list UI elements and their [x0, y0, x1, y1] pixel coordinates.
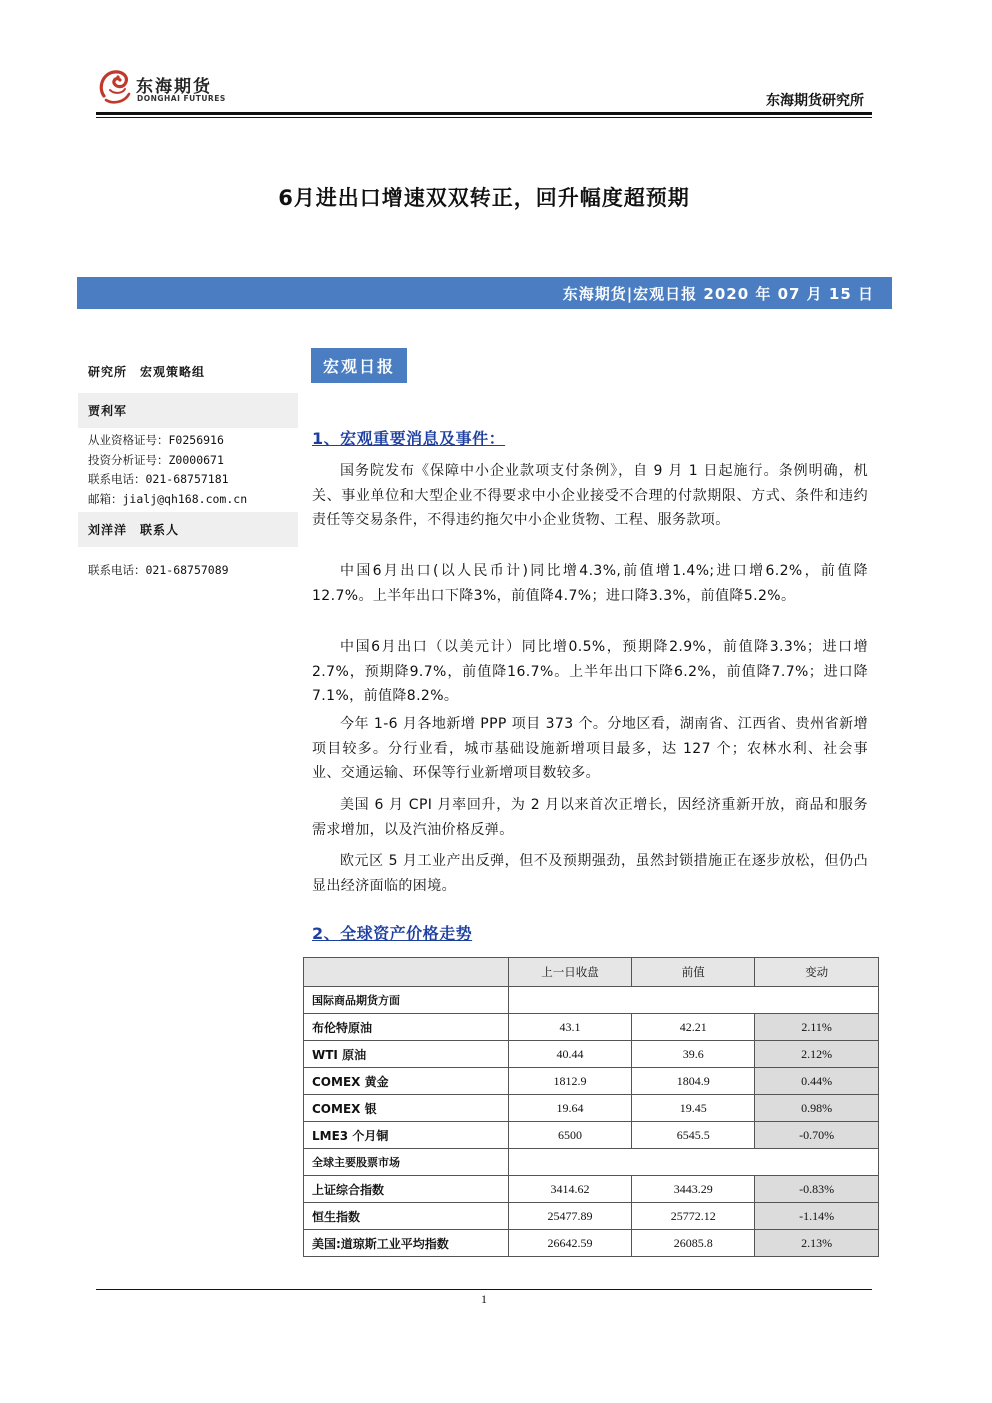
asset-price-table — [303, 957, 879, 1257]
prev-value: 26085.8 — [632, 1230, 755, 1257]
header-rule — [96, 112, 872, 115]
asset-name: 恒生指数 — [304, 1203, 509, 1230]
change-value: 2.11% — [755, 1014, 879, 1041]
news-paragraph: 美国 6 月 CPI 月率回升，为 2 月以来首次正增长，因经济重新开放，商品和服务需求增加，以及汽油价格反弹。 — [312, 797, 868, 838]
table-row — [304, 1095, 879, 1122]
document-title: 6月进出口增速双双转正，回升幅度超预期 — [278, 186, 690, 210]
table-row — [304, 1068, 879, 1095]
header-rule-thin — [96, 117, 872, 118]
close-value: 43.1 — [508, 1014, 632, 1041]
prev-value: 6545.5 — [632, 1122, 755, 1149]
table-row — [304, 1122, 879, 1149]
close-value: 25477.89 — [508, 1203, 632, 1230]
table-header-empty — [304, 958, 509, 987]
close-value: 3414.62 — [508, 1176, 632, 1203]
sidebar-team — [78, 354, 298, 389]
change-value: -0.83% — [755, 1176, 879, 1203]
change-value: -1.14% — [755, 1203, 879, 1230]
change-value: 0.44% — [755, 1068, 879, 1095]
team-name: 研究所 宏观策略组 — [88, 365, 206, 379]
analyst-1-email[interactable]: 邮箱：jialj@qh168.com.cn — [88, 491, 248, 506]
report-date-text: 东海期货|宏观日报 2020 年 07 月 15 日 — [562, 285, 874, 303]
table-group-row — [304, 1149, 879, 1176]
table-row — [304, 1230, 879, 1257]
analyst-1-phone: 联系电话：021-68757181 — [88, 472, 229, 486]
group-spacer — [508, 1149, 878, 1176]
table-row — [304, 1203, 879, 1230]
news-paragraph: 中国6月出口（以美元计）同比增0.5%，预期降2.9%，前值降3.3%；进口增2.7%，预期降9.7%，前值降16.7%。上半年出口下降6.2%，前值降7.7%；进口降7.1%，前值降8.2%。 — [312, 639, 868, 704]
close-value: 1812.9 — [508, 1068, 632, 1095]
report-date-bar — [77, 277, 892, 309]
prev-value: 1804.9 — [632, 1068, 755, 1095]
asset-name: 布伦特原油 — [304, 1014, 509, 1041]
group-name: 国际商品期货方面 — [304, 987, 509, 1014]
close-value: 19.64 — [508, 1095, 632, 1122]
report-type-tag: 宏观日报 — [311, 348, 407, 383]
analyst-1-license: 从业资格证号：F0256916 — [88, 433, 224, 447]
group-spacer — [508, 987, 878, 1014]
table-row — [304, 1041, 879, 1068]
logo-english-name: DONGHAI FUTURES — [137, 94, 226, 103]
analyst-2-phone: 联系电话：021-68757089 — [88, 563, 229, 577]
column-header: 变动 — [755, 958, 879, 987]
asset-name: 上证综合指数 — [304, 1176, 509, 1203]
analyst-2-name: 刘洋洋 联系人 — [78, 512, 298, 547]
prev-value: 39.6 — [632, 1041, 755, 1068]
close-value: 40.44 — [508, 1041, 632, 1068]
close-value: 26642.59 — [508, 1230, 632, 1257]
asset-name: COMEX 黄金 — [304, 1068, 509, 1095]
news-paragraph: 今年 1-6 月各地新增 PPP 项目 373 个。分地区看，湖南省、江西省、贵州省新增项目较多。分行业看，城市基础设施新增项目最多，达 127 个；农林水利、社会事业、交通运输、环保等行业新增项目数较多。 — [312, 716, 868, 781]
change-value: 0.98% — [755, 1095, 879, 1122]
section-2-title: 2、全球资产价格走势 — [312, 924, 473, 943]
prev-value: 25772.12 — [632, 1203, 755, 1230]
asset-name: COMEX 银 — [304, 1095, 509, 1122]
table-header-row — [304, 958, 879, 987]
change-value: -0.70% — [755, 1122, 879, 1149]
logo-chinese-name: 东海期货 — [136, 77, 212, 97]
institute-name: 东海期货研究所 — [766, 93, 864, 109]
asset-name: LME3 个月铜 — [304, 1122, 509, 1149]
page-number: 1 — [481, 1292, 487, 1306]
table-row — [304, 1176, 879, 1203]
sidebar-analyst-1 — [78, 393, 298, 509]
change-value: 2.12% — [755, 1041, 879, 1068]
asset-name: 美国:道琼斯工业平均指数 — [304, 1230, 509, 1257]
table-group-row — [304, 987, 879, 1014]
section-1-title: 1、宏观重要消息及事件： — [312, 429, 506, 448]
news-paragraph: 国务院发布《保障中小企业款项支付条例》，自 9 月 1 日起施行。条例明确，机关、事业单位和大型企业不得要求中小企业接受不合理的付款期限、方式、条件和违约责任等交易条件，不得违约拖欠中小企业货物、工程、服务款项。 — [312, 463, 868, 528]
news-paragraph: 欧元区 5 月工业产出反弹，但不及预期强劲，虽然封锁措施正在逐步放松，但仍凸显出经济面临的困境。 — [312, 853, 868, 894]
column-header: 前值 — [632, 958, 755, 987]
company-logo — [96, 66, 236, 108]
asset-name: WTI 原油 — [304, 1041, 509, 1068]
sidebar-analyst-2 — [78, 512, 298, 581]
close-value: 6500 — [508, 1122, 632, 1149]
analyst-1-name: 贾利军 — [78, 393, 298, 428]
column-header: 上一日收盘 — [508, 958, 632, 987]
change-value: 2.13% — [755, 1230, 879, 1257]
prev-value: 42.21 — [632, 1014, 755, 1041]
table-row — [304, 1014, 879, 1041]
prev-value: 19.45 — [632, 1095, 755, 1122]
prev-value: 3443.29 — [632, 1176, 755, 1203]
footer-rule — [96, 1289, 872, 1290]
dragon-logo-icon — [96, 66, 134, 106]
group-name: 全球主要股票市场 — [304, 1149, 509, 1176]
news-paragraph: 中国6月出口(以人民币计)同比增4.3%,前值增1.4%;进口增6.2%，前值降12.7%。上半年出口下降3%，前值降4.7%；进口降3.3%，前值降5.2%。 — [312, 563, 868, 604]
analyst-1-invest-license: 投资分析证号：Z0000671 — [88, 452, 224, 467]
